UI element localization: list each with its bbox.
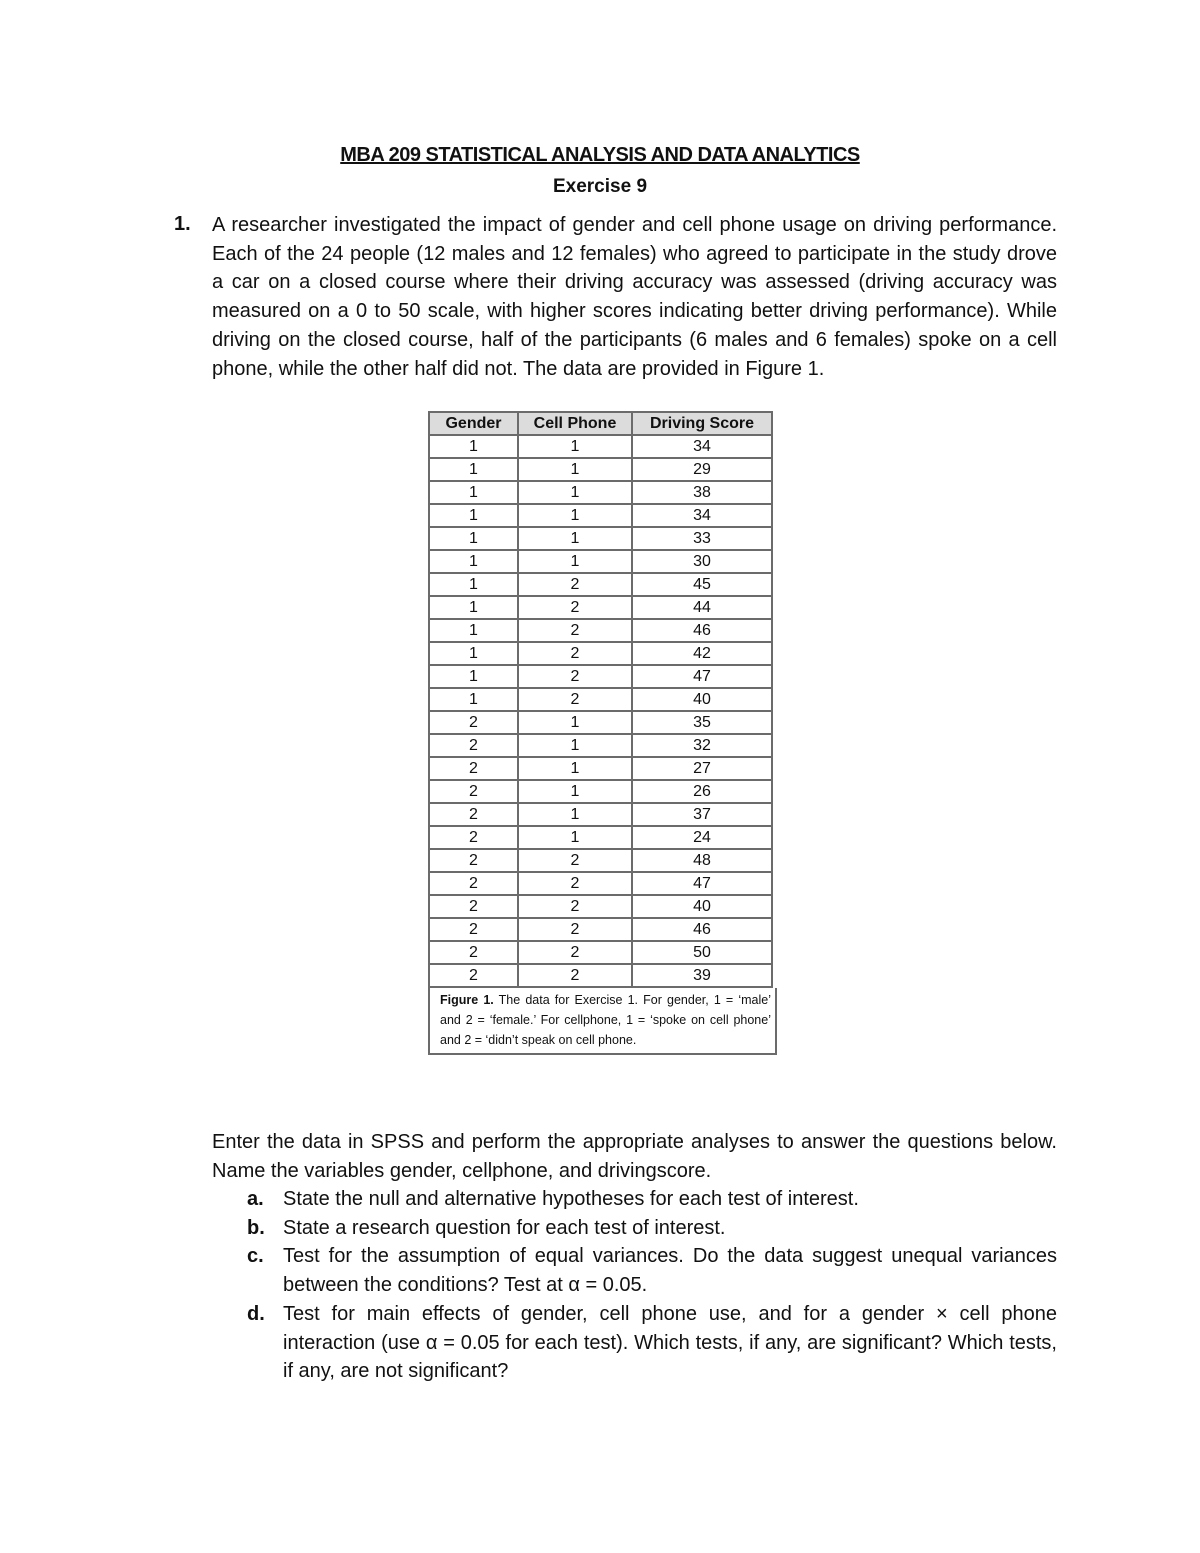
gender-cell: 1 (429, 458, 518, 481)
header-cell-phone: Cell Phone (518, 412, 632, 435)
table-row (429, 550, 772, 573)
cell-phone-cell: 1 (518, 550, 632, 573)
document-title: MBA 209 STATISTICAL ANALYSIS AND DATA ANALYTICS (340, 144, 860, 166)
gender-cell: 1 (429, 573, 518, 596)
sub-question-label: c. (247, 1245, 264, 1268)
cell-phone-cell: 2 (518, 573, 632, 596)
table-row (429, 803, 772, 826)
cell-phone-cell: 1 (518, 826, 632, 849)
driving-score-cell: 37 (632, 803, 772, 826)
cell-phone-cell: 1 (518, 757, 632, 780)
sub-question-text: State a research question for each test of interest. (283, 1216, 726, 1239)
table-row (429, 964, 772, 987)
document-subtitle: Exercise 9 (552, 176, 648, 197)
figure-caption (428, 988, 777, 1055)
cell-phone-cell: 1 (518, 734, 632, 757)
table-row (429, 619, 772, 642)
cell-phone-cell: 2 (518, 619, 632, 642)
instructions-text: Enter the data in SPSS and perform the appropriate analyses to answer the questions below. Name the variables gender, cellphone, and drivingscore. (212, 1131, 1057, 1182)
cell-phone-cell: 2 (518, 849, 632, 872)
gender-cell: 2 (429, 780, 518, 803)
cell-phone-cell: 1 (518, 458, 632, 481)
table-row (429, 665, 772, 688)
gender-cell: 1 (429, 688, 518, 711)
table-row (429, 895, 772, 918)
cell-phone-cell: 2 (518, 872, 632, 895)
gender-cell: 2 (429, 803, 518, 826)
gender-cell: 2 (429, 918, 518, 941)
driving-score-cell: 50 (632, 941, 772, 964)
gender-cell: 2 (429, 849, 518, 872)
gender-cell: 1 (429, 642, 518, 665)
sub-question-list (212, 1185, 1057, 1386)
driving-score-cell: 46 (632, 619, 772, 642)
driving-score-cell: 39 (632, 964, 772, 987)
table-row (429, 826, 772, 849)
gender-cell: 1 (429, 619, 518, 642)
table-header-row (429, 412, 772, 435)
driving-score-cell: 42 (632, 642, 772, 665)
cell-phone-cell: 2 (518, 895, 632, 918)
driving-score-cell: 34 (632, 504, 772, 527)
gender-cell: 1 (429, 435, 518, 458)
sub-question-item (212, 1242, 1057, 1299)
cell-phone-cell: 1 (518, 803, 632, 826)
table-row (429, 780, 772, 803)
driving-score-cell: 34 (632, 435, 772, 458)
driving-score-cell: 26 (632, 780, 772, 803)
driving-score-cell: 44 (632, 596, 772, 619)
gender-cell: 1 (429, 504, 518, 527)
sub-question-item (212, 1185, 1057, 1214)
caption-label: Figure 1. (440, 993, 494, 1007)
driving-score-cell: 27 (632, 757, 772, 780)
gender-cell: 2 (429, 872, 518, 895)
table-row (429, 573, 772, 596)
cell-phone-cell: 2 (518, 918, 632, 941)
gender-cell: 2 (429, 757, 518, 780)
table-row (429, 596, 772, 619)
driving-score-cell: 46 (632, 918, 772, 941)
cell-phone-cell: 2 (518, 642, 632, 665)
driving-score-cell: 45 (632, 573, 772, 596)
sub-question-text: Test for main effects of gender, cell phone use, and for a gender × cell phone interaction (use α = 0.05 for each test). Which tests, if any, are significant? Which tests, if any, are not significant? (283, 1302, 1057, 1383)
table-body (429, 435, 772, 987)
gender-cell: 2 (429, 964, 518, 987)
table-row (429, 757, 772, 780)
gender-cell: 1 (429, 596, 518, 619)
cell-phone-cell: 2 (518, 964, 632, 987)
question-number: 1. (174, 213, 191, 235)
gender-cell: 2 (429, 895, 518, 918)
driving-score-cell: 47 (632, 665, 772, 688)
gender-cell: 2 (429, 734, 518, 757)
header-gender: Gender (429, 412, 518, 435)
cell-phone-cell: 1 (518, 504, 632, 527)
driving-score-cell: 32 (632, 734, 772, 757)
sub-question-text: Test for the assumption of equal variances. Do the data suggest unequal variances between the conditions? Test at α = 0.05. (283, 1245, 1057, 1297)
table-row (429, 642, 772, 665)
gender-cell: 1 (429, 481, 518, 504)
table-row (429, 734, 772, 757)
table-row (429, 504, 772, 527)
gender-cell: 1 (429, 527, 518, 550)
question-text: A researcher investigated the impact of gender and cell phone usage on driving performance. Each of the 24 people (12 males and 12 females) who agreed to participate in the study drove a car on a closed course where their driving accuracy was assessed (driving accuracy was measured on a 0 to 50 scale, with higher scores indicating better driving performance). While driving on the closed course, half of the participants (6 males and 6 females) spoke on a cell phone, while the other half did not. The data are provided in Figure 1. (212, 214, 1057, 380)
gender-cell: 1 (429, 550, 518, 573)
table-row (429, 849, 772, 872)
table-row (429, 872, 772, 895)
driving-score-cell: 30 (632, 550, 772, 573)
caption-text: The data for Exercise 1. For gender, 1 = ‘male’ and 2 = ‘female.’ For cellphone, 1 = ‘spoke on cell phone’ and 2 = ‘didn’t speak on cell phone. (440, 993, 772, 1047)
cell-phone-cell: 2 (518, 596, 632, 619)
table-row (429, 711, 772, 734)
table-row (429, 941, 772, 964)
driving-score-cell: 48 (632, 849, 772, 872)
cell-phone-cell: 2 (518, 688, 632, 711)
sub-question-item (212, 1214, 1057, 1243)
cell-phone-cell: 1 (518, 435, 632, 458)
sub-question-label: d. (247, 1302, 265, 1325)
sub-question-item (212, 1300, 1057, 1386)
table-row (429, 527, 772, 550)
table-row (429, 688, 772, 711)
data-table (428, 411, 773, 988)
sub-question-text: State the null and alternative hypotheses for each test of interest. (283, 1188, 859, 1210)
gender-cell: 2 (429, 711, 518, 734)
table-row (429, 458, 772, 481)
driving-score-cell: 40 (632, 688, 772, 711)
driving-score-cell: 40 (632, 895, 772, 918)
table-row (429, 481, 772, 504)
driving-score-cell: 33 (632, 527, 772, 550)
driving-score-cell: 29 (632, 458, 772, 481)
driving-score-cell: 24 (632, 826, 772, 849)
cell-phone-cell: 1 (518, 711, 632, 734)
cell-phone-cell: 2 (518, 665, 632, 688)
driving-score-cell: 35 (632, 711, 772, 734)
header-driving-score: Driving Score (632, 412, 772, 435)
table-row (429, 918, 772, 941)
sub-question-label: a. (247, 1188, 264, 1210)
driving-score-cell: 38 (632, 481, 772, 504)
cell-phone-cell: 1 (518, 527, 632, 550)
gender-cell: 1 (429, 665, 518, 688)
cell-phone-cell: 1 (518, 780, 632, 803)
table-row (429, 435, 772, 458)
gender-cell: 2 (429, 826, 518, 849)
gender-cell: 2 (429, 941, 518, 964)
cell-phone-cell: 2 (518, 941, 632, 964)
cell-phone-cell: 1 (518, 481, 632, 504)
figure-1 (428, 411, 771, 1055)
driving-score-cell: 47 (632, 872, 772, 895)
sub-question-label: b. (247, 1216, 265, 1239)
